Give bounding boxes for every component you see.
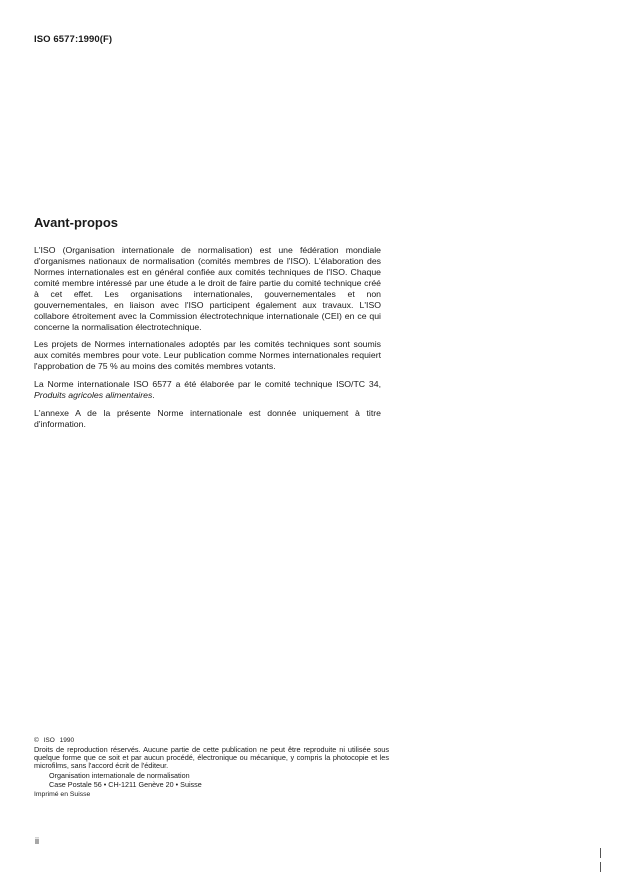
copyright-footer: [34, 737, 389, 800]
scan-artifact-line: [600, 862, 601, 872]
committee-text: La Norme internationale ISO 6577 a été élaborée par le comité technique ISO/TC 34,: [34, 379, 381, 389]
scan-artifact-line: [600, 848, 601, 858]
committee-end: .: [152, 390, 155, 400]
paragraph-voting: Les projets de Normes internationales adoptés par les comités techniques sont soumis aux comités membres pour vote. Leur publication comme Normes internationales requiert l'approbation de 75 % au moins des comités membres votants.: [34, 339, 381, 371]
paragraph-committee: [34, 379, 381, 401]
paragraph-annex: L'annexe A de la présente Norme internationale est donnée uniquement à titre d'information.: [34, 408, 381, 429]
organization-name: Organisation internationale de normalisation: [49, 771, 190, 781]
document-code: ISO 6577:1990(F): [34, 34, 113, 45]
page-number: ii: [35, 836, 39, 846]
rights-notice: Droits de reproduction réservés. Aucune partie de cette publication ne peut être reproduite ni utilisée sous quelque forme que ce soit et par aucun procédé, électronique ou mécanique, y compris la photocopie et les microfilms, sans l'accord écrit de l'éditeur.: [34, 744, 389, 771]
section-title: Avant-propos: [34, 215, 119, 230]
paragraph-iso-intro: L'ISO (Organisation internationale de normalisation) est une fédération mondiale d'organismes nationaux de normalisation (comités membres de l'ISO). L'élaboration des Normes internationales est en général confiée aux comités techniques de l'ISO. Chaque comité membre intéressé par une étude a le droit de faire partie du comité technique créé à cet effet. Les organisations internationales, gouvernementales et non gouvernementales, en liaison avec l'ISO participent également aux travaux. L'ISO collabore étroitement avec la Commission électrotechnique internationale (CEI) en ce qui concerne la normalisation électrotechnique.: [34, 245, 381, 332]
foreword-body: [34, 245, 381, 437]
postal-address: Case Postale 56 • CH-1211 Genève 20 • Suisse: [49, 779, 202, 789]
copyright-line: © ISO 1990: [34, 737, 75, 744]
committee-name: Produits agricoles alimentaires: [34, 390, 153, 400]
printed-in: Imprimé en Suisse: [34, 791, 91, 799]
